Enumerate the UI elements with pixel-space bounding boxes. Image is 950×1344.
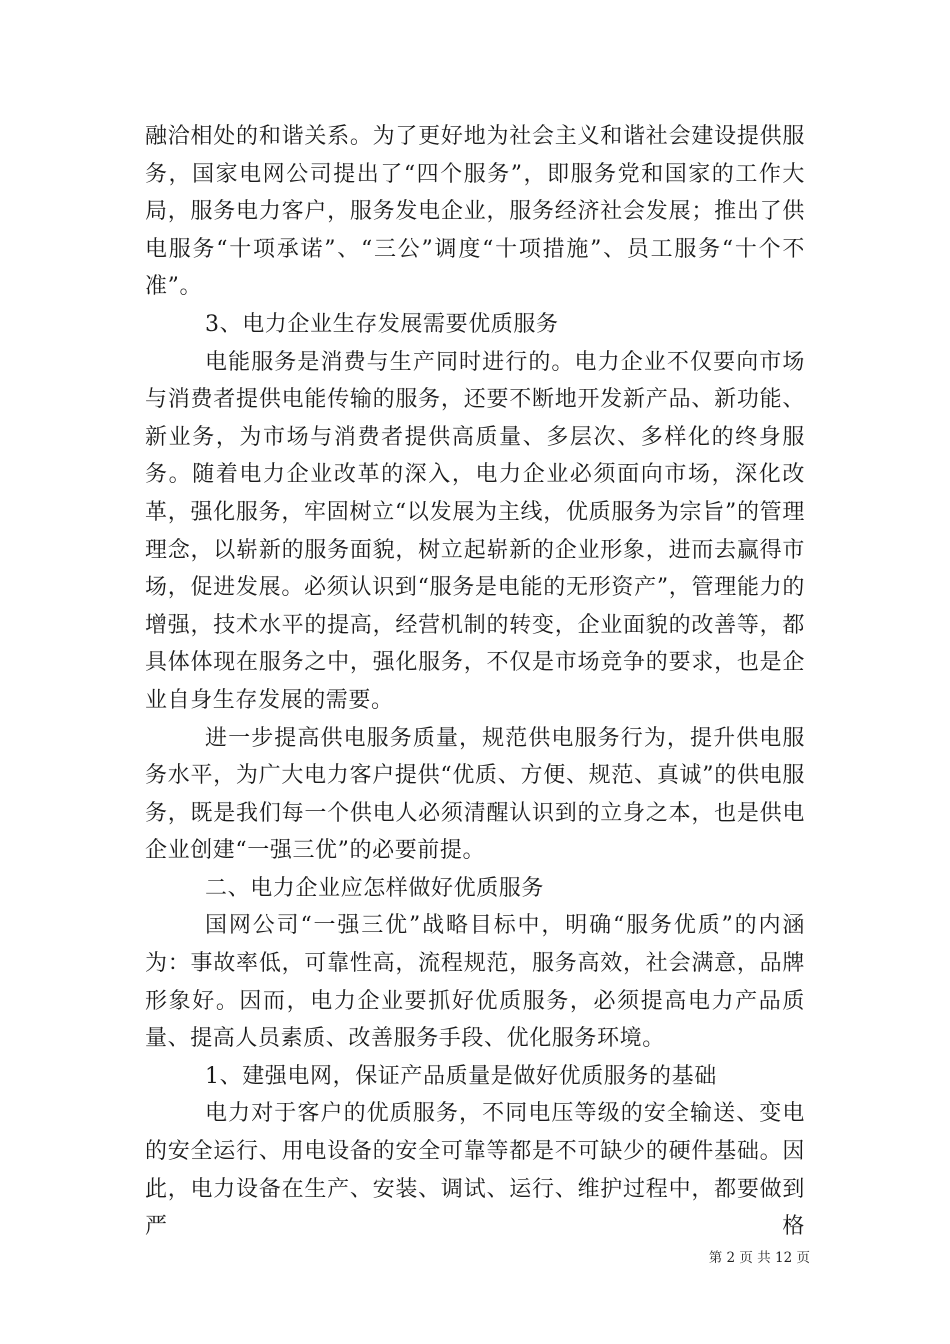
page-number-footer: 第 2 页 共 12 页 — [708, 1250, 810, 1266]
paragraph: 电能服务是消费与生产同时进行的。电力企业不仅要向市场与消费者提供电能传输的服务，还要不断地开发新产品、新功能、新业务，为市场与消费者提供高质量、多层次、多样化的终身服务。随着电力企业改革的深入，电力企业必须面向市场，深化改革，强化服务，牢固树立“以发展为主线，优质服务为宗旨”的管理理念，以崭新的服务面貌，树立起崭新的企业形象，进而去赢得市场，促进发展。必须认识到“服务是电能的无形资产”，管理能力的增强，技术水平的提高，经营机制的转变，企业面貌的改善等，都具体体现在服务之中，强化服务，不仅是市场竞争的要求，也是企业自身生存发展的需要。 — [145, 349, 805, 713]
paragraph-continues: 电力对于客户的优质服务，不同电压等级的安全输送、变电的安全运行、用电设备的安全可靠等都是不可缺少的硬件基础。因此，电力设备在生产、安装、调试、运行、维护过程中，都要做到严格 — [145, 1101, 805, 1240]
subsection-heading-1: 1、建强电网，保证产品质量是做好优质服务的基础 — [205, 1063, 717, 1089]
paragraph: 进一步提高供电服务质量，规范供电服务行为，提升供电服务水平，为广大电力客户提供“优质、方便、规范、真诚”的供电服务，既是我们每一个供电人必须清醒认识到的立身之本，也是供电企业创建“一强三优”的必要前提。 — [145, 725, 805, 864]
paragraph: 国网公司“一强三优”战略目标中，明确“服务优质”的内涵为：事故率低，可靠性高，流程规范，服务高效，社会满意，品牌形象好。因而，电力企业要抓好优质服务，必须提高电力产品质量、提高人员素质、改善服务手段、优化服务环境。 — [145, 913, 805, 1052]
paragraph-continued: 融洽相处的和谐关系。为了更好地为社会主义和谐社会建设提供服务，国家电网公司提出了“四个服务”，即服务党和国家的工作大局，服务电力客户，服务发电企业，服务经济社会发展；推出了供电服务“十项承诺”、“三公”调度“十项措施”、员工服务“十个不准”。 — [145, 124, 805, 300]
section-heading-2: 二、电力企业应怎样做好优质服务 — [205, 875, 545, 901]
document-body — [145, 118, 805, 1246]
section-heading-3: 3、电力企业生存发展需要优质服务 — [205, 311, 559, 337]
